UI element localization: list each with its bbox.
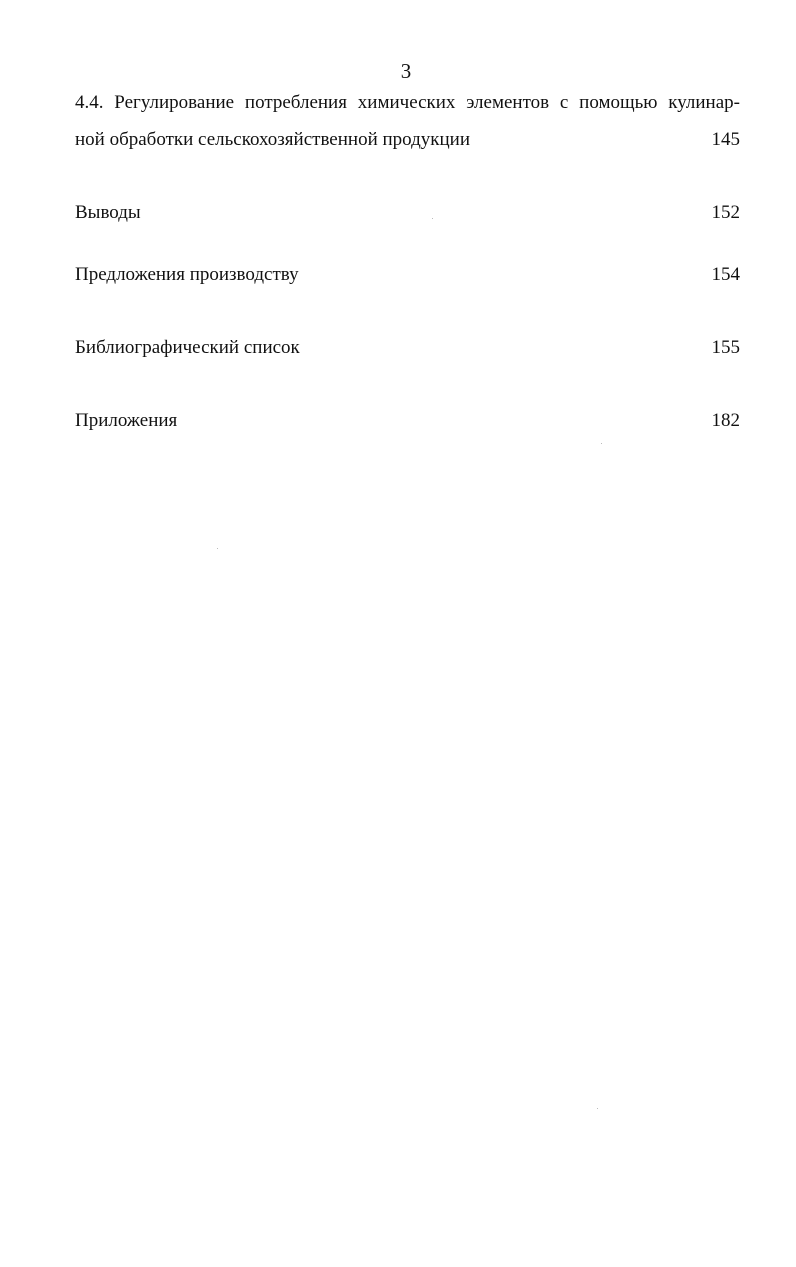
toc-entry-title-line1: 4.4. Регулирование потребления химических элементов с помощью кулинар- (75, 92, 740, 113)
toc-entry-page: 145 (711, 129, 740, 150)
page-number: 3 (400, 59, 412, 83)
toc-entry-title: Приложения (75, 410, 178, 431)
toc-entry-page: 152 (711, 202, 740, 223)
toc-entry (75, 200, 740, 226)
toc-entry-title: Выводы (75, 202, 141, 223)
toc-entry (75, 127, 740, 153)
toc-entry-page: 154 (711, 264, 740, 285)
toc-entry-title-line2: ной обработки сельскохозяйственной продукции (75, 129, 471, 150)
scan-speck (597, 1108, 598, 1109)
toc-entry-title: Библиографический список (75, 337, 300, 358)
scan-speck (217, 548, 218, 549)
toc-entry-page: 182 (711, 410, 740, 431)
scan-speck (432, 218, 433, 219)
toc-entry (75, 408, 740, 434)
toc-entry (75, 335, 740, 361)
scan-speck (601, 443, 602, 444)
toc-entry-page: 155 (711, 337, 740, 358)
toc-entry-title: Предложения производству (75, 264, 299, 285)
toc-entry (75, 262, 740, 288)
